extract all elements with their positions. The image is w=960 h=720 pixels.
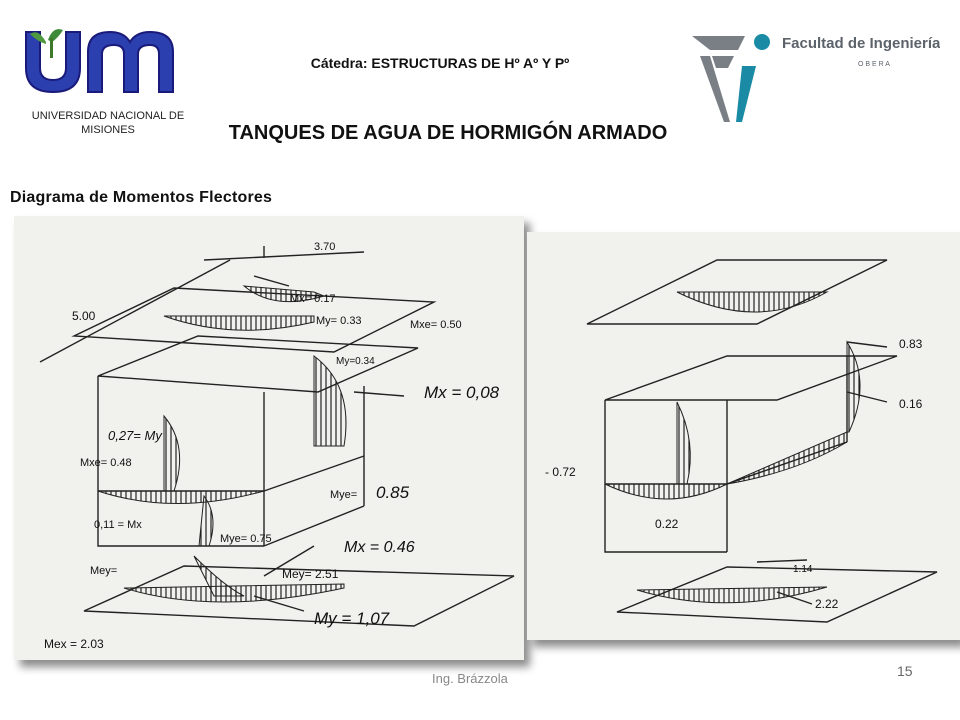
label-mx-fraction: 0,27= My	[108, 428, 162, 443]
label-mx-low: 0,11 = Mx	[94, 519, 142, 531]
label-mx-top: Mx= 0.17	[290, 293, 336, 305]
label-my-107: My = 1,07	[314, 609, 390, 628]
page-number: 15	[897, 663, 913, 679]
label-114: 1.14	[793, 564, 813, 575]
dimension-length: 5.00	[72, 309, 96, 323]
footer-author: Ing. Brázzola	[432, 671, 508, 686]
moment-diagram-left	[14, 216, 524, 660]
label-222: 2.22	[815, 597, 839, 611]
label-mye-mid: Mye=	[330, 489, 358, 501]
label-mex-bottom: Mex = 2.03	[44, 637, 104, 651]
label-083: 0.83	[899, 337, 923, 351]
label-my-side: My=0.34	[336, 356, 375, 367]
section-subtitle: Diagrama de Momentos Flectores	[10, 189, 273, 206]
label-022: 0.22	[655, 517, 679, 531]
label-mx-046: Mx = 0.46	[344, 539, 415, 556]
faculty-logo	[690, 30, 940, 130]
course-name: Cátedra: ESTRUCTURAS DE Hº Aº Y Pº	[310, 55, 570, 71]
faculty-logo-text: Facultad de Ingeniería	[782, 35, 940, 52]
page-title: TANQUES DE AGUA DE HORMIGÓN ARMADO	[228, 122, 668, 144]
label-my-top: My= 0.33	[316, 315, 362, 327]
label-mxe: Mxe= 0.50	[410, 319, 462, 331]
label-mey-left: Mey=	[90, 565, 118, 577]
dimension-width: 3.70	[314, 241, 336, 253]
label-mxe-left: Mxe= 0.48	[80, 457, 132, 469]
label-mey-right: Mey= 2.51	[282, 567, 339, 581]
unam-logo	[18, 20, 183, 100]
moment-diagram-right	[527, 232, 960, 640]
faculty-logo-subtext: O B E R A	[858, 61, 890, 68]
label-085: 0.85	[376, 483, 410, 502]
label-016: 0.16	[899, 397, 923, 411]
label-mye-low: Mye= 0.75	[220, 533, 272, 545]
label-072: - 0.72	[545, 465, 576, 479]
university-name: UNIVERSIDAD NACIONAL DE MISIONES	[31, 110, 185, 136]
label-mx-wall: Mx = 0,08	[424, 383, 500, 402]
